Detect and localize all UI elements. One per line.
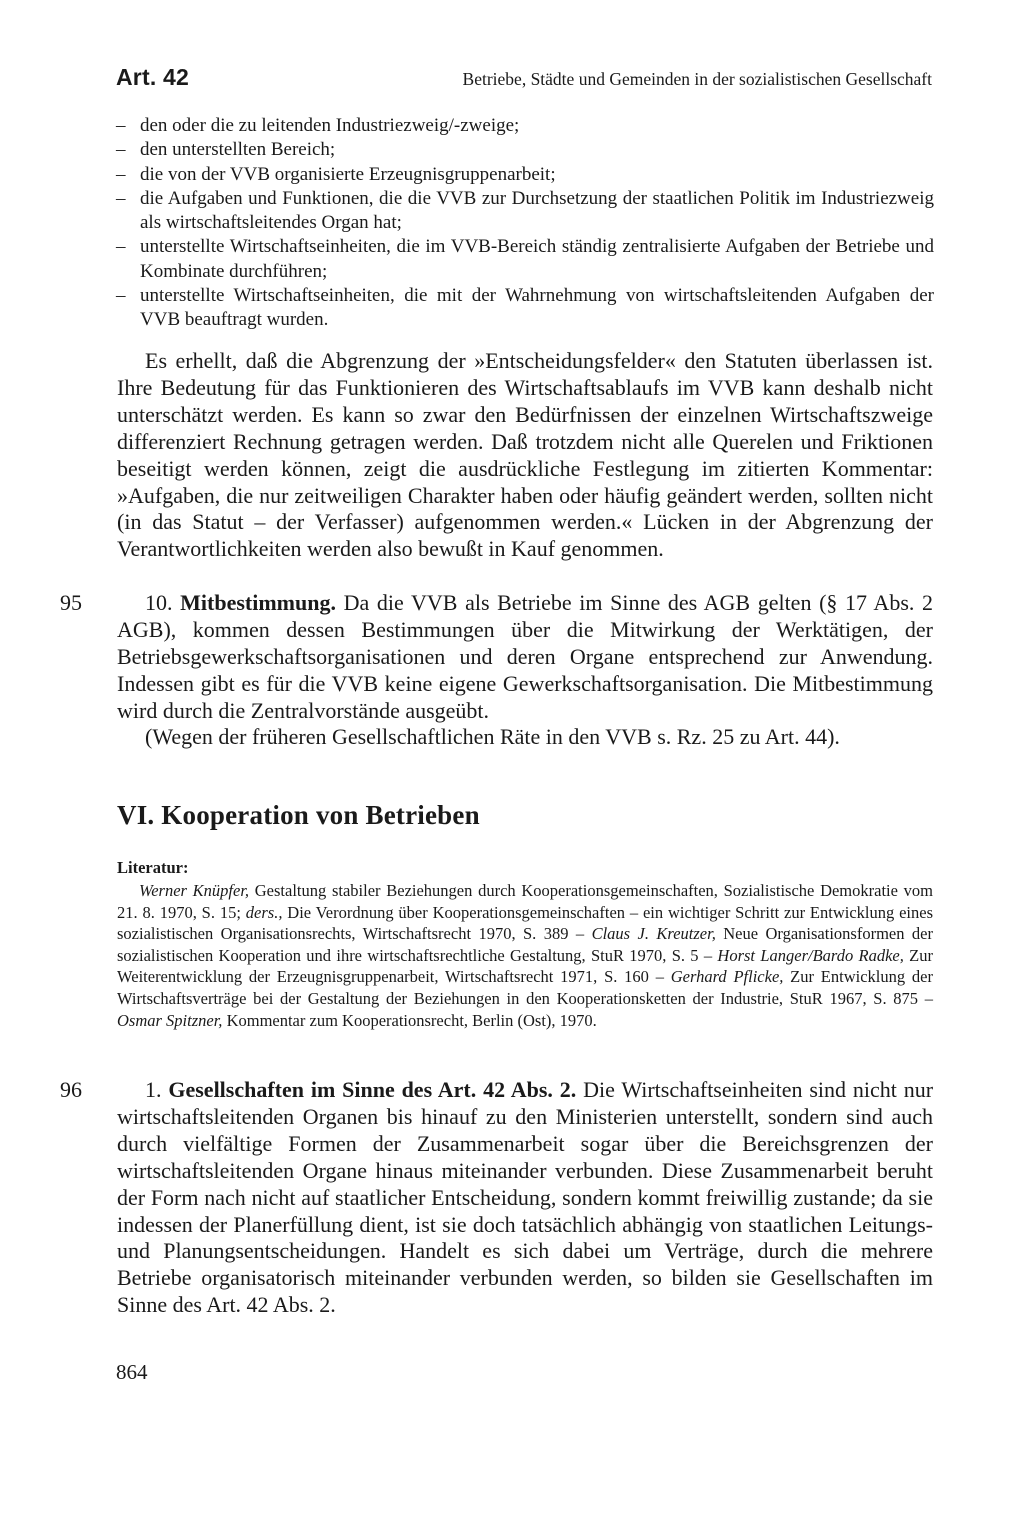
literature-entry: Gestaltung stabiler Beziehungen durch Kooperationsgemeinschaften, Sozialistische Demokratie vom 21. 8. 1970, S. 15; <box>117 881 933 922</box>
section-number: 1. <box>145 1077 162 1102</box>
article-label: Art. 42 <box>116 64 189 90</box>
paragraph-text: Es erhellt, daß die Abgrenzung der »Entscheidungsfelder« den Statuten überlassen ist. Ihre Bedeutung für das Funktionieren des Wirtschaftsablaufs im VVB kann deshalb nicht unterschätzt werden. Es kann so zwar den Bedürfnissen der einzelnen Wirtschaftszweige differenziert Rechnung getragen werden. Daß trotzdem nicht alle Querelen und Friktionen beseitigt werden können, zeigt die ausdrückliche Festlegung im zitierten Kommentar: »Aufgaben, die nur zeitweiligen Charakter haben oder häufig geändert werden, sollten nicht (in das Statut – der Verfasser) aufgenommen werden.« Lücken in der Abgrenzung der Verantwortlichkeiten werden also bewußt in Kauf genommen. <box>117 348 933 562</box>
section-number: 10. <box>145 590 173 615</box>
section-mitbestimmung <box>117 590 933 725</box>
literature-entry: Zur Weiterentwicklung der Erzeugnisgruppenarbeit, Wirtschaftsrecht 1971, S. 160 – <box>117 945 933 987</box>
literature-author: Werner Knüpfer, <box>139 881 250 900</box>
page-number: 864 <box>116 1360 148 1384</box>
literature-entry: Die Verordnung über Kooperationsgemeinschaften – ein wichtiger Schritt zur Entwicklung eines sozialistischen Organisationsrechts, Wirtschaftsrecht 1970, S. 389 – <box>117 902 934 944</box>
running-head <box>116 64 932 91</box>
literature-entry: Neue Organisationsformen der sozialistischen Kooperation und ihre wirtschaftsrechtliche Gestaltung, StuR 1970, S. 5 – <box>117 924 933 965</box>
list-item: – den oder die zu leitenden Industriezweig/-zweige; <box>116 114 934 138</box>
list-item: – unterstellte Wirtschaftseinheiten, die im VVB-Bereich ständig zentralisierte Aufgaben der Betriebe und Kombinate durchführen; <box>116 235 934 284</box>
section-gesellschaften <box>117 1077 933 1319</box>
chapter-heading: VI. Kooperation von Betrieben <box>117 800 480 830</box>
literature-author: Horst Langer/Bardo Radke, <box>717 945 904 965</box>
section-note <box>117 724 933 751</box>
literature-author: Gerhard Pflicke, <box>670 967 784 987</box>
list-item: – den unterstellten Bereich; <box>116 138 934 162</box>
margin-number-96: 96 <box>60 1077 82 1102</box>
paragraph-statuten <box>117 348 933 563</box>
literature-author: ders., <box>245 902 283 922</box>
criteria-list <box>116 114 934 333</box>
note-text: (Wegen der früheren Gesellschaftlichen Räte in den VVB s. Rz. 25 zu Art. 44). <box>145 724 840 749</box>
literature-author: Osmar Spitzner, <box>117 1010 223 1030</box>
section-heading: Mitbestimmung. <box>180 590 336 615</box>
list-item: – die Aufgaben und Funktionen, die die VVB zur Durchsetzung der staatlichen Politik im Industriezweig als wirtschaftsleitendes Organ hat; <box>116 187 934 236</box>
margin-number-95: 95 <box>60 590 82 615</box>
literature-entry: Kommentar zum Kooperationsrecht, Berlin (Ost), 1970. <box>222 1010 597 1030</box>
list-item: – die von der VVB organisierte Erzeugnisgruppenarbeit; <box>116 163 934 187</box>
literature-author: Claus J. Kreutzer, <box>591 924 716 944</box>
section-text: Die Wirtschaftseinheiten sind nicht nur wirtschaftsleitenden Organen bis hinauf zu den Ministerien unterstellt, sondern sind auch durch vielfältige Formen der Zusammenarbeit sogar über die Bereichsgrenzen der wirtschaftsleitenden Organe hinaus miteinander verbunden. Diese Zusammenarbeit beruht der Form nach nicht auf staatlicher Entscheidung, sondern kommt freiwillig zustande; da sie indessen der Planerfüllung dient, ist sie doch tatsächlich abhängig von staatlichen Leitungs- und Planungsentscheidungen. Handelt es sich dabei um Verträge, durch die mehrere Betriebe organisatorisch miteinander verbunden werden, so bilden sie Gesellschaften im Sinne des Art. 42 Abs. 2. <box>117 1077 934 1318</box>
list-item: – unterstellte Wirtschaftseinheiten, die mit der Wahrnehmung von wirtschaftsleitenden Aufgaben der VVB beauftragt wurden. <box>116 284 934 333</box>
literature-entry: Zur Entwicklung der Wirtschaftsverträge bei der Gestaltung der Beziehungen in den Kooperationsketten der Industrie, StuR 1967, S. 875 – <box>117 967 933 1008</box>
section-heading: Gesellschaften im Sinne des Art. 42 Abs. 2. <box>168 1077 577 1102</box>
literature-label: Literatur: <box>117 858 189 877</box>
section-text: Da die VVB als Betriebe im Sinne des AGB gelten (§ 17 Abs. 2 AGB), kommen dessen Bestimmungen über die Mitwirkung der Werktätigen, der Betriebsgewerkschaftsorganisationen und deren Organe entsprechend zur Anwendung. Indessen gibt es für die VVB keine eigene Gewerkschaftsorganisation. Die Mitbestimmung wird durch die Zentralvorstände ausgeübt. <box>117 590 934 723</box>
running-title: Betriebe, Städte und Gemeinden in der sozialistischen Gesellschaft <box>462 69 932 89</box>
literature-list <box>117 880 933 1031</box>
